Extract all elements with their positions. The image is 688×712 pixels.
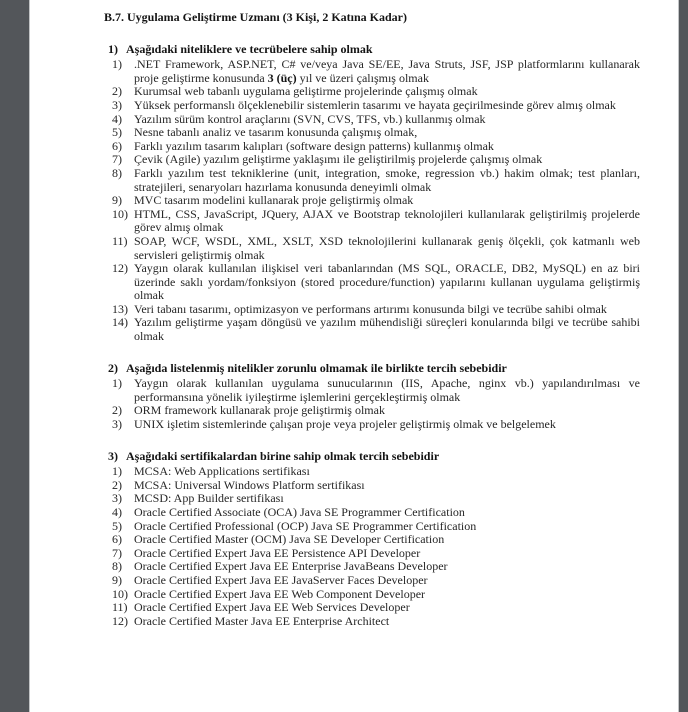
item-number: 5) [112, 125, 122, 140]
item-text: SOAP, WCF, WSDL, XML, XSLT, XSD teknolojilerini kullanarak geniş ölçekli, çok katmanlı web servisleri geliştirmiş olmak [134, 233, 640, 262]
list-item [104, 99, 640, 113]
list-item [104, 418, 640, 432]
list-item [104, 58, 640, 85]
item-number: 12) [112, 613, 128, 628]
section-heading [104, 450, 640, 464]
item-text: MCSA: Web Applications sertifikası [134, 464, 310, 479]
item-text: Çevik (Agile) yazılım geliştirme yaklaşımı ile geliştirilmiş projelerde çalışmış olmak [134, 152, 543, 167]
item-number: 3) [112, 97, 122, 112]
item-number: 3) [112, 491, 122, 506]
item-text: Oracle Certified Expert Java EE Persistence API Developer [134, 545, 421, 560]
list-item [104, 615, 640, 629]
list-item [104, 167, 640, 194]
document-page [29, 0, 679, 712]
list-item [104, 492, 640, 506]
list-item [104, 547, 640, 561]
item-number: 5) [112, 518, 122, 533]
list-item [104, 140, 640, 154]
section [104, 43, 640, 344]
item-number: 7) [112, 152, 122, 167]
list-item [104, 153, 640, 167]
item-number: 1) [112, 376, 122, 391]
item-text: Yaygın olarak kullanılan uygulama sunucularının (IIS, Apache, nginx vb.) yapılandırılması ve performansına yönelik iyileştirme işlemlerini gerçekleştirmiş olmak [134, 376, 640, 404]
item-number: 1) [112, 57, 122, 72]
item-text: Yaygın olarak kullanılan ilişkisel veri tabanlarından (MS SQL, ORACLE, DB2, MySQL) en az biri üzerinde saklı yordam/fonksiyon (stored procedure/function) yapılarını kullanan uygulama geliştirmiş olmak [134, 261, 640, 303]
section-items [104, 465, 640, 628]
list-item [104, 208, 640, 235]
item-number: 2) [112, 403, 122, 418]
section-items [104, 377, 640, 431]
list-item [104, 560, 640, 574]
section-heading-text: Aşağıdaki sertifikalardan birine sahip olmak tercih sebebidir [126, 448, 440, 463]
item-number: 6) [112, 138, 122, 153]
sections-container [104, 43, 640, 629]
section [104, 450, 640, 629]
item-text-bold: 3 (üç) [267, 70, 297, 85]
item-text: Oracle Certified Associate (OCA) Java SE Programmer Certification [134, 505, 465, 519]
list-item [104, 404, 640, 418]
list-item [104, 303, 640, 317]
page-title: B.7. Uygulama Geliştirme Uzmanı (3 Kişi, 2 Katına Kadar) [104, 10, 407, 24]
item-text: Oracle Certified Expert Java EE Web Services Developer [134, 600, 410, 615]
item-text: Oracle Certified Master Java EE Enterprise Architect [134, 613, 390, 628]
list-item [104, 588, 640, 602]
item-number: 8) [112, 559, 122, 574]
item-number: 4) [112, 111, 122, 126]
item-text: Oracle Certified Expert Java EE Web Component Developer [134, 586, 426, 601]
item-number: 11) [112, 600, 128, 615]
item-text: Yazılım geliştirme yaşam döngüsü ve yazılım mühendisliği süreçleri konularında bilgi ve tecrübe sahibi olmak [134, 315, 640, 344]
section-number: 2) [108, 360, 118, 375]
item-text: MCSD: App Builder sertifikası [134, 491, 284, 506]
item-number: 14) [112, 315, 128, 330]
item-number: 4) [112, 505, 122, 519]
item-text: UNIX işletim sistemlerinde çalışan proje veya projeler geliştirmiş olmak ve belgelemek [134, 417, 556, 432]
list-item [104, 85, 640, 99]
item-text [134, 58, 640, 85]
item-text: Farklı yazılım tasarım kalıpları (software design patterns) kullanmış olmak [134, 138, 494, 153]
item-number: 6) [112, 532, 122, 547]
list-item [104, 506, 640, 520]
list-item [104, 316, 640, 343]
list-item [104, 479, 640, 493]
section-number: 1) [108, 41, 118, 56]
list-item [104, 601, 640, 615]
item-number: 11) [112, 233, 128, 248]
item-text: Oracle Certified Master (OCM) Java SE Developer Certification [134, 532, 445, 547]
item-text: ORM framework kullanarak proje geliştirmiş olmak [134, 403, 385, 418]
item-number: 3) [112, 417, 122, 432]
section-heading-text: Aşağıdaki niteliklere ve tecrübelere sahip olmak [126, 41, 373, 56]
item-number: 7) [112, 545, 122, 560]
item-text-pre: .NET Framework, ASP.NET, C# ve/veya Java SE/EE, Java Struts, JSF, JSP platformlarını kullanarak proje geliştirme konusunda [134, 57, 640, 85]
item-number: 9) [112, 572, 122, 587]
item-number: 10) [112, 586, 128, 601]
item-number: 1) [112, 464, 122, 479]
list-item [104, 377, 640, 404]
item-text: Nesne tabanlı analiz ve tasarım konusunda çalışmış olmak, [134, 125, 418, 140]
item-number: 2) [112, 477, 122, 492]
list-item [104, 520, 640, 534]
section [104, 362, 640, 432]
list-item [104, 194, 640, 208]
item-text: Farklı yazılım test tekniklerine (unit, integration, smoke, regression vb.) hakim olmak; test planları, stratejileri, senaryoları hazırlama konusunda deneyimli olmak [134, 165, 640, 194]
item-text: Oracle Certified Expert Java EE Enterprise JavaBeans Developer [134, 559, 448, 574]
list-item [104, 235, 640, 262]
item-text: Yazılım sürüm kontrol araçlarını (SVN, CVS, TFS, vb.) kullanmış olmak [134, 111, 486, 126]
item-number: 8) [112, 165, 122, 180]
list-item [104, 113, 640, 127]
item-number: 9) [112, 193, 122, 208]
section-heading [104, 362, 640, 376]
section-heading [104, 43, 640, 57]
section-heading-text: Aşağıda listelenmiş nitelikler zorunlu olmamak ile birlikte tercih sebebidir [126, 360, 507, 375]
item-text: HTML, CSS, JavaScript, JQuery, AJAX ve Bootstrap teknolojileri kullanılarak geliştirilmiş projelerde görev almış olmak [134, 206, 640, 235]
item-text: Oracle Certified Professional (OCP) Java SE Programmer Certification [134, 518, 477, 533]
item-text: Kurumsal web tabanlı uygulama geliştirme projelerinde çalışmış olmak [134, 84, 478, 99]
item-text: Veri tabanı tasarımı, optimizasyon ve performans artırımı konusunda bilgi ve tecrübe sahibi olmak [134, 301, 607, 316]
list-item [104, 533, 640, 547]
section-number: 3) [108, 448, 118, 463]
list-item [104, 262, 640, 303]
item-number: 12) [112, 261, 128, 276]
item-number: 10) [112, 206, 128, 221]
list-item [104, 574, 640, 588]
section-items [104, 58, 640, 343]
item-number: 2) [112, 84, 122, 99]
item-text: Oracle Certified Expert Java EE JavaServer Faces Developer [134, 572, 428, 587]
item-text: MVC tasarım modelini kullanarak proje geliştirmiş olmak [134, 193, 414, 208]
list-item [104, 465, 640, 479]
item-number: 13) [112, 301, 128, 316]
item-text-post: yıl ve üzeri çalışmış olmak [296, 70, 429, 85]
item-text: MCSA: Universal Windows Platform sertifikası [134, 477, 365, 492]
item-text: Yüksek performanslı ölçeklenebilir sistemlerin tasarımı ve hayata geçirilmesinde görev almış olmak [134, 97, 616, 112]
list-item [104, 126, 640, 140]
